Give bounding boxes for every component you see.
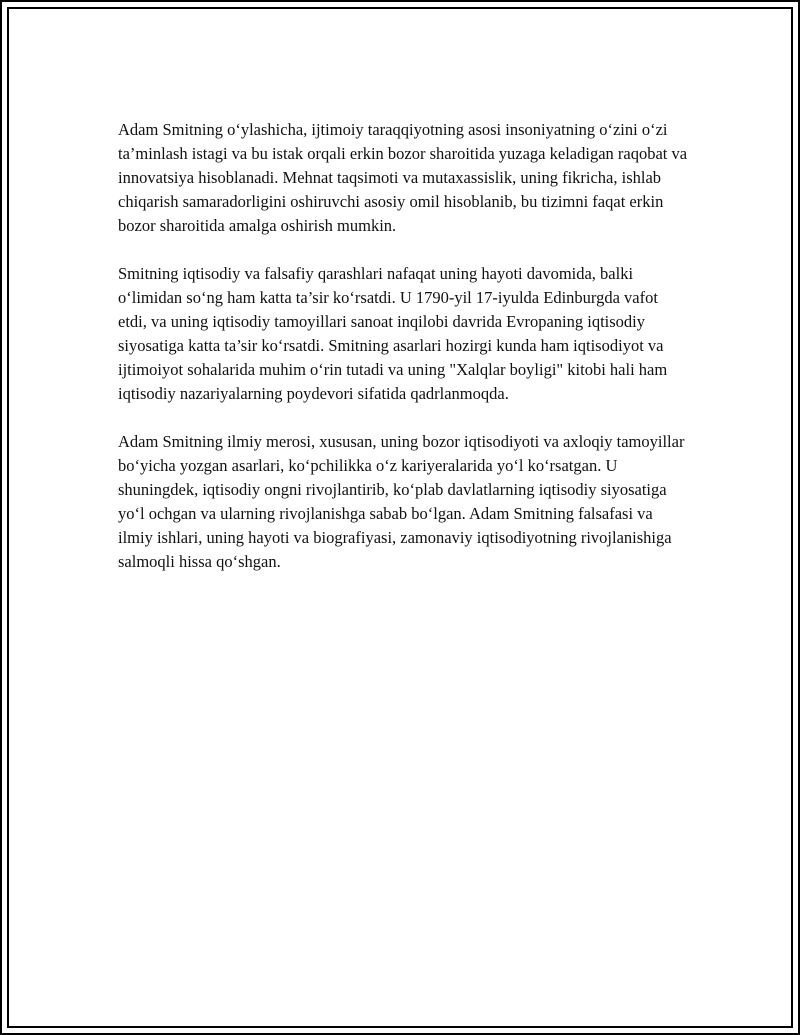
paragraph-1: Adam Smitning o‘ylashicha, ijtimoiy taraqqiyotning asosi insoniyatning o‘zini o‘zi ta’minlash istagi va bu istak orqali erkin bozor sharoitida yuzaga keladigan raqobat va innovatsiya hisoblanadi. Mehnat taqsimoti va mutaxassislik, uning fikricha, ishlab chiqarish samaradorligini oshiruvchi asosiy omil hisoblanib, bu tizimni faqat erkin bozor sharoitida amalga oshirish mumkin.	[118, 120, 688, 235]
paragraph-3: Adam Smitning ilmiy merosi, xususan, uning bozor iqtisodiyoti va axloqiy tamoyillar bo‘yicha yozgan asarlari, ko‘pchilikka o‘z kariyeralarida yo‘l ko‘rsatgan. U shuningdek, iqtisodiy ongni rivojlantirib, ko‘plab davlatlarning iqtisodiy siyosatiga yo‘l ochgan va ularning rivojlanishga sabab bo‘lgan. Adam Smitning falsafasi va ilmiy ishlari, uning hayoti va biografiyasi, zamonaviy iqtisodiyotning rivojlanishiga salmoqli hissa qo‘shgan.	[118, 432, 685, 571]
paragraph-2: Smitning iqtisodiy va falsafiy qarashlari nafaqat uning hayoti davomida, balki o‘limidan so‘ng ham katta ta’sir ko‘rsatdi. U 1790-yil 17-iyulda Edinburgda vafot etdi, va uning iqtisodiy tamoyillari sanoat inqilobi davrida Evropaning iqtisodiy siyosatiga katta ta’sir ko‘rsatdi. Smitning asarlari hozirgi kunda ham iqtisodiyot va ijtimoiyot sohalarida muhim o‘rin tutadi va uning "Xalqlar boyligi" kitobi hali ham iqtisodiy nazariyalarning poydevori sifatida qadrlanmoqda.	[118, 264, 668, 403]
document-body	[118, 118, 690, 598]
